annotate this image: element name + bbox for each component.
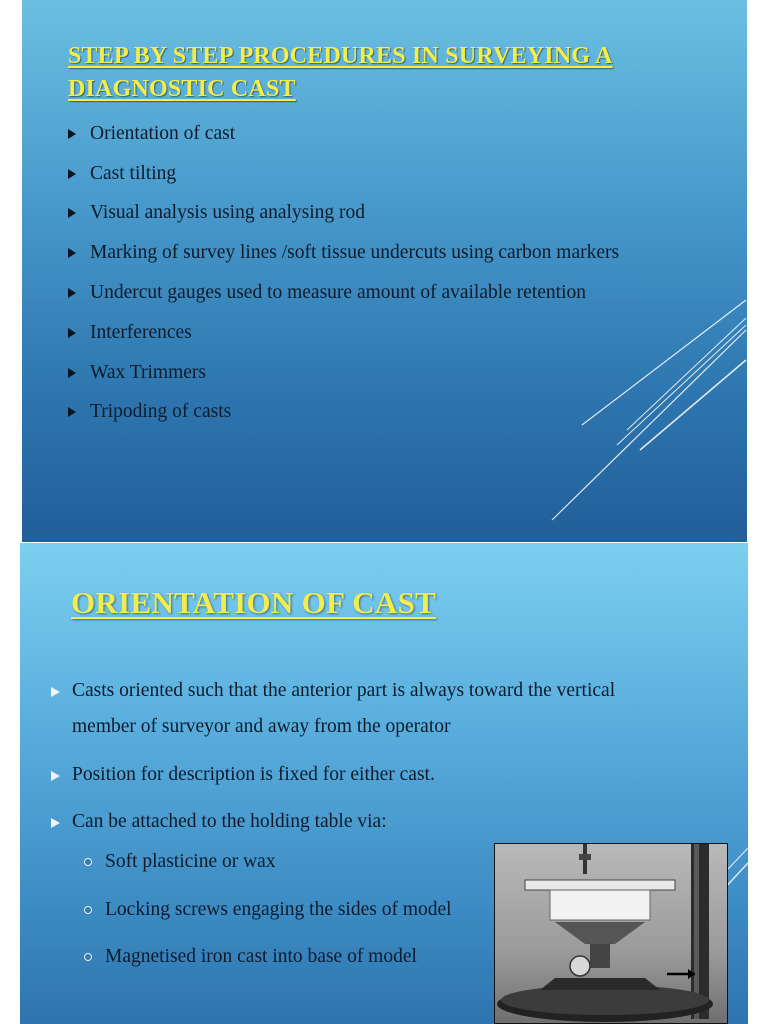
list-item	[68, 273, 619, 313]
list-item-text: Tripoding of casts	[90, 401, 232, 423]
bullet-arrow-icon	[68, 328, 76, 338]
slide-procedures	[22, 0, 747, 542]
bullet-arrow-icon	[68, 169, 76, 179]
list-item-text: Marking of survey lines /soft tissue undercuts using carbon markers	[90, 242, 620, 264]
sub-bullet-text: Locking screws engaging the sides of model	[105, 899, 452, 920]
bullet-text: Position for description is fixed for either cast.	[72, 764, 435, 785]
list-item	[68, 194, 619, 234]
slide-title: ORIENTATION OF CAST	[71, 585, 437, 620]
bullet-item	[51, 810, 691, 840]
slide-title	[68, 40, 613, 106]
surveyor-cast-photo	[494, 843, 728, 1024]
bullet-arrow-icon	[68, 288, 76, 298]
bullet-arrow-icon	[51, 771, 60, 781]
bullet-arrow-icon	[68, 129, 76, 139]
bullet-arrow-icon	[51, 687, 60, 697]
sub-bullet-text: Magnetised iron cast into base of model	[105, 946, 417, 967]
list-item	[68, 114, 619, 154]
slide-orientation	[20, 543, 748, 1024]
sub-bullet-item	[84, 851, 276, 873]
list-item-text: Interferences	[90, 321, 192, 343]
list-item	[68, 353, 619, 393]
bullet-text: Casts oriented such that the anterior part is always toward the vertical member of surveyor and away from the operator	[72, 680, 616, 737]
list-item-text: Wax Trimmers	[90, 361, 206, 383]
list-item-text: Cast tilting	[90, 162, 177, 184]
list-item-text: Orientation of cast	[90, 122, 236, 144]
sub-bullet-item	[84, 899, 452, 921]
bullet-item	[51, 763, 691, 793]
list-item-text: Undercut gauges used to measure amount of available retention	[90, 282, 586, 304]
title-line-2: DIAGNOSTIC CAST	[68, 76, 296, 102]
sub-bullet-item	[84, 946, 417, 968]
bullet-item	[51, 679, 651, 745]
circle-bullet-icon	[84, 906, 92, 914]
list-item	[68, 313, 619, 353]
list-item	[68, 393, 619, 433]
title-line-1: STEP BY STEP PROCEDURES IN SURVEYING A	[68, 43, 613, 69]
list-item	[68, 154, 619, 194]
bullet-arrow-icon	[51, 818, 60, 828]
circle-bullet-icon	[84, 953, 92, 961]
bullet-arrow-icon	[68, 407, 76, 417]
bullet-arrow-icon	[68, 368, 76, 378]
bullet-text: Can be attached to the holding table via:	[72, 811, 387, 832]
circle-bullet-icon	[84, 858, 92, 866]
bullet-arrow-icon	[68, 208, 76, 218]
procedure-list	[68, 114, 619, 432]
bullet-arrow-icon	[68, 248, 76, 258]
list-item-text: Visual analysis using analysing rod	[90, 202, 366, 224]
list-item	[68, 233, 619, 273]
sub-bullet-text: Soft plasticine or wax	[105, 851, 276, 872]
